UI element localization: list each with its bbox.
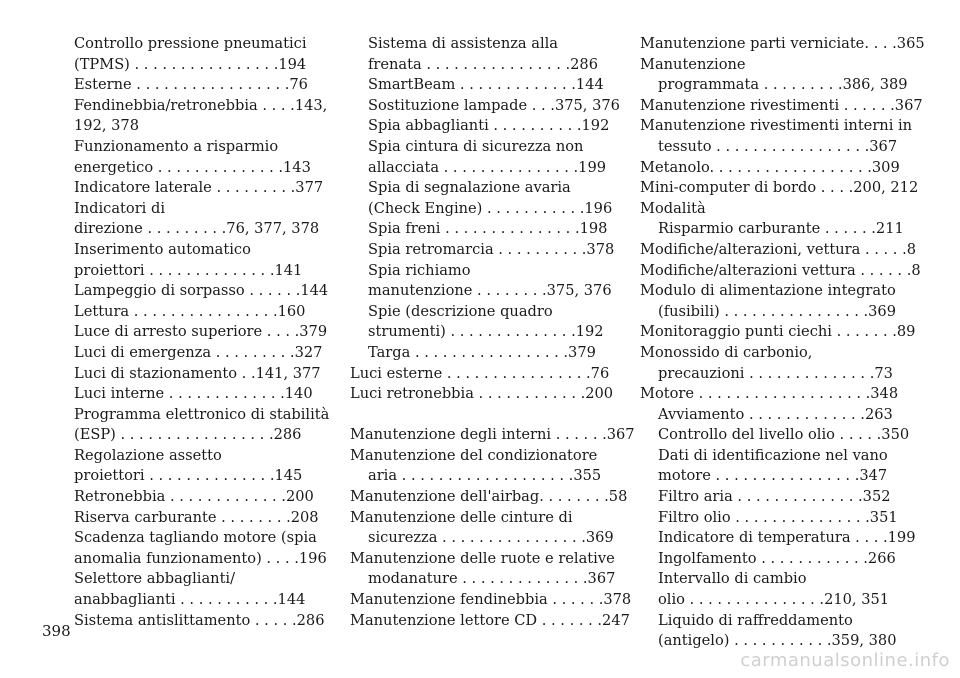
index-entry-line: Liquido di raffreddamento bbox=[658, 611, 853, 629]
index-entry-line: energetico . . . . . . . . . . . . . .143 bbox=[74, 158, 311, 176]
index-entry-line: Sostituzione lampade . . .375, 376 bbox=[368, 96, 620, 114]
index-entry-line: Inserimento automatico bbox=[74, 240, 251, 258]
index-entry bbox=[640, 116, 913, 157]
index-entry-line: olio . . . . . . . . . . . . . . .210, 351 bbox=[658, 591, 890, 609]
index-subentry bbox=[350, 137, 606, 178]
index-entry-line: proiettori . . . . . . . . . . . . . .141 bbox=[74, 261, 303, 279]
index-entry-line: Monitoraggio punti ciechi . . . . . . .89 bbox=[640, 323, 916, 341]
index-entry bbox=[640, 96, 923, 117]
index-entry-line: (fusibili) . . . . . . . . . . . . . . . .369 bbox=[658, 302, 896, 320]
index-entry bbox=[74, 302, 326, 323]
index-entry-line: Luci esterne . . . . . . . . . . . . . . . .76 bbox=[350, 364, 610, 382]
index-subentry bbox=[350, 261, 612, 302]
index-entry-line: Luci di emergenza . . . . . . . . .327 bbox=[74, 343, 323, 361]
index-entry-line: Funzionamento a risparmio bbox=[74, 137, 279, 155]
index-entry bbox=[74, 343, 326, 364]
index-entry-line: Spia richiamo bbox=[368, 261, 471, 279]
index-entry bbox=[350, 611, 630, 632]
index-entry-line: precauzioni . . . . . . . . . . . . . .73 bbox=[658, 364, 893, 382]
index-entry-line: Spia di segnalazione avaria bbox=[368, 179, 571, 197]
index-entry-line: Spia freni . . . . . . . . . . . . . . .198 bbox=[368, 220, 608, 238]
index-entry-line: Spie (descrizione quadro bbox=[368, 302, 553, 320]
index-subentry bbox=[350, 34, 606, 75]
index-entry-line: Intervallo di cambio bbox=[658, 570, 807, 588]
index-entry-line: Controllo del livello olio . . . . .350 bbox=[658, 426, 910, 444]
index-entry-line: proiettori . . . . . . . . . . . . . .145 bbox=[74, 467, 303, 485]
index-entry-line: Ingolfamento . . . . . . . . . . . .266 bbox=[658, 549, 896, 567]
index-entry bbox=[74, 96, 326, 137]
index-entry-line: anabbaglianti . . . . . . . . . . .144 bbox=[74, 591, 306, 609]
index-entry-line: Avviamento . . . . . . . . . . . . .263 bbox=[658, 405, 893, 423]
index-entry bbox=[74, 384, 326, 405]
index-entry-line: Fendinebbia/retronebbia . . . .143, bbox=[74, 96, 328, 114]
index-entry bbox=[74, 508, 326, 529]
index-entry bbox=[74, 75, 326, 96]
index-entry bbox=[350, 364, 610, 385]
index-subentry bbox=[350, 178, 613, 219]
index-entry bbox=[74, 364, 326, 385]
index-entry-line: Risparmio carburante . . . . . .211 bbox=[658, 220, 904, 238]
page-number: 398 bbox=[42, 622, 71, 640]
index-entry-line: Manutenzione degli interni . . . . . .367 bbox=[350, 426, 635, 444]
index-entry-line: Spia retromarcia . . . . . . . . . .378 bbox=[368, 240, 615, 258]
index-entry-line: (antigelo) . . . . . . . . . . .359, 380 bbox=[658, 632, 897, 650]
index-entry bbox=[74, 199, 326, 240]
index-entry bbox=[74, 569, 326, 610]
index-subentry bbox=[350, 240, 615, 261]
index-entry-line: SmartBeam . . . . . . . . . . . . .144 bbox=[368, 76, 604, 94]
index-entry bbox=[74, 240, 326, 281]
index-entry-line: 192, 378 bbox=[74, 117, 139, 135]
index-entry bbox=[640, 240, 916, 261]
index-entry-line: Regolazione assetto bbox=[74, 446, 222, 464]
index-entry-line: aria . . . . . . . . . . . . . . . . . . .355 bbox=[368, 467, 602, 485]
index-subentry bbox=[640, 569, 896, 610]
section-gap bbox=[350, 405, 606, 426]
index-entry bbox=[74, 611, 326, 632]
index-subentry bbox=[350, 75, 606, 96]
index-entry-line: Programma elettronico di stabilità bbox=[74, 405, 330, 423]
index-entry bbox=[350, 590, 632, 611]
index-entry-line: Luci interne . . . . . . . . . . . . .140 bbox=[74, 385, 313, 403]
index-entry-line: Lettura . . . . . . . . . . . . . . . .160 bbox=[74, 302, 306, 320]
index-column-3 bbox=[640, 34, 925, 652]
index-entry-line: sicurezza . . . . . . . . . . . . . . . .369 bbox=[368, 529, 614, 547]
index-entry bbox=[640, 199, 904, 240]
index-entry-line: Luci retronebbia . . . . . . . . . . . .200 bbox=[350, 385, 614, 403]
index-entry bbox=[640, 343, 896, 384]
index-entry-line: Filtro aria . . . . . . . . . . . . . .352 bbox=[658, 488, 891, 506]
index-subentry bbox=[640, 611, 896, 652]
index-entry-line: modanature . . . . . . . . . . . . . .367 bbox=[368, 570, 616, 588]
index-entry bbox=[74, 34, 326, 75]
index-entry-line: anomalia funzionamento) . . . .196 bbox=[74, 549, 327, 567]
index-entry-line: programmata . . . . . . . . .386, 389 bbox=[658, 76, 908, 94]
index-entry bbox=[74, 487, 326, 508]
index-entry-line: Sistema antislittamento . . . . .286 bbox=[74, 611, 325, 629]
index-entry-line: Controllo pressione pneumatici bbox=[74, 35, 307, 52]
index-entry-line: Manutenzione fendinebbia . . . . . .378 bbox=[350, 591, 632, 609]
index-entry-line: (ESP) . . . . . . . . . . . . . . . . .286 bbox=[74, 426, 302, 444]
index-subentry bbox=[640, 508, 896, 529]
index-entry-line: Manutenzione lettore CD . . . . . . .247 bbox=[350, 611, 630, 629]
index-entry bbox=[640, 322, 916, 343]
index-entry-line: Mini-computer di bordo . . . .200, 212 bbox=[640, 179, 919, 197]
index-entry bbox=[350, 487, 628, 508]
index-entry bbox=[640, 158, 900, 179]
index-entry-line: (TPMS) . . . . . . . . . . . . . . . .194 bbox=[74, 55, 307, 73]
index-entry bbox=[74, 322, 326, 343]
index-entry bbox=[350, 384, 614, 405]
index-entry bbox=[640, 384, 899, 405]
index-entry-line: Monossido di carbonio, bbox=[640, 343, 813, 361]
index-entry-line: Lampeggio di sorpasso . . . . . .144 bbox=[74, 282, 329, 300]
index-entry-line: frenata . . . . . . . . . . . . . . . .286 bbox=[368, 55, 598, 73]
index-entry bbox=[74, 281, 329, 302]
index-entry-line: Filtro olio . . . . . . . . . . . . . . .351 bbox=[658, 508, 898, 526]
index-subentry bbox=[350, 219, 606, 240]
index-entry bbox=[74, 446, 326, 487]
index-entry-line: direzione . . . . . . . . .76, 377, 378 bbox=[74, 220, 320, 238]
index-subentry bbox=[350, 116, 610, 137]
index-entry-line: Spia cintura di sicurezza non bbox=[368, 137, 584, 155]
index-entry-line: Manutenzione delle ruote e relative bbox=[350, 549, 615, 567]
index-subentry bbox=[350, 343, 606, 364]
index-entry-line: manutenzione . . . . . . . .375, 376 bbox=[368, 282, 612, 300]
index-entry-line: Retronebbia . . . . . . . . . . . . .200 bbox=[74, 488, 314, 506]
index-entry-line: tessuto . . . . . . . . . . . . . . . . .367 bbox=[658, 137, 898, 155]
index-entry-line: Luce di arresto superiore . . . .379 bbox=[74, 323, 328, 341]
index-entry-line: Manutenzione del condizionatore bbox=[350, 446, 598, 464]
index-entry-line: Modifiche/alterazioni, vettura . . . . .8 bbox=[640, 240, 916, 258]
index-subentry bbox=[640, 549, 896, 570]
index-entry-line: Targa . . . . . . . . . . . . . . . . .379 bbox=[368, 343, 596, 361]
index-entry-line: Manutenzione rivestimenti interni in bbox=[640, 117, 913, 135]
index-entry bbox=[640, 281, 896, 322]
index-entry-line: Esterne . . . . . . . . . . . . . . . . .76 bbox=[74, 76, 308, 94]
index-entry bbox=[640, 55, 908, 96]
index-entry bbox=[350, 425, 635, 446]
index-entry-line: Indicatore laterale . . . . . . . . .377 bbox=[74, 179, 324, 197]
index-entry-line: Luci di stazionamento . .141, 377 bbox=[74, 364, 321, 382]
index-entry bbox=[350, 508, 614, 549]
index-entry-line: Indicatori di bbox=[74, 199, 165, 217]
index-subentry bbox=[640, 487, 896, 508]
index-entry-line: Sistema di assistenza alla bbox=[368, 35, 558, 52]
index-entry-line: Manutenzione delle cinture di bbox=[350, 508, 573, 526]
index-entry-line: Indicatore di temperatura . . . .199 bbox=[658, 529, 916, 547]
index-entry-line: Scadenza tagliando motore (spia bbox=[74, 529, 317, 547]
index-entry-line: Metanolo. . . . . . . . . . . . . . . . . .309 bbox=[640, 158, 900, 176]
index-entry bbox=[74, 528, 326, 569]
index-entry-line: Modalità bbox=[640, 199, 706, 217]
index-entry bbox=[640, 261, 921, 282]
index-subentry bbox=[640, 405, 896, 426]
index-subentry bbox=[350, 96, 620, 117]
index-entry bbox=[74, 178, 326, 199]
index-subentry bbox=[640, 528, 916, 549]
index-entry-line: strumenti) . . . . . . . . . . . . . .192 bbox=[368, 323, 604, 341]
index-entry-line: motore . . . . . . . . . . . . . . . .347 bbox=[658, 467, 888, 485]
index-entry-line: Spia abbaglianti . . . . . . . . . .192 bbox=[368, 117, 610, 135]
index-entry bbox=[350, 446, 606, 487]
index-entry bbox=[74, 137, 326, 178]
index-entry-line: Manutenzione rivestimenti . . . . . .367 bbox=[640, 96, 923, 114]
index-entry-line: Selettore abbaglianti/ bbox=[74, 570, 236, 588]
index-entry-line: Modifiche/alterazioni vettura . . . . . .8 bbox=[640, 261, 921, 279]
index-entry-line: Manutenzione dell'airbag. . . . . . . .58 bbox=[350, 488, 628, 506]
index-entry-line: Dati di identificazione nel vano bbox=[658, 446, 888, 464]
index-entry-line: Manutenzione parti verniciate. . . .365 bbox=[640, 35, 925, 52]
index-entry-line: Modulo di alimentazione integrato bbox=[640, 282, 896, 300]
index-subentry bbox=[640, 425, 910, 446]
index-entry-line: allacciata . . . . . . . . . . . . . . .199 bbox=[368, 158, 607, 176]
index-column-2 bbox=[350, 34, 635, 631]
index-entry bbox=[350, 549, 616, 590]
index-column-1 bbox=[74, 34, 330, 631]
index-entry-line: (Check Engine) . . . . . . . . . . .196 bbox=[368, 199, 613, 217]
index-entry bbox=[74, 405, 330, 446]
index-entry bbox=[640, 178, 919, 199]
index-entry bbox=[640, 34, 925, 55]
index-subentry bbox=[350, 302, 606, 343]
watermark: carmanualsonline.info bbox=[740, 650, 950, 671]
index-entry-line: Motore . . . . . . . . . . . . . . . . . . .348 bbox=[640, 385, 899, 403]
index-subentry bbox=[640, 446, 896, 487]
index-entry-line: Manutenzione bbox=[640, 55, 746, 73]
index-entry-line: Riserva carburante . . . . . . . .208 bbox=[74, 508, 319, 526]
